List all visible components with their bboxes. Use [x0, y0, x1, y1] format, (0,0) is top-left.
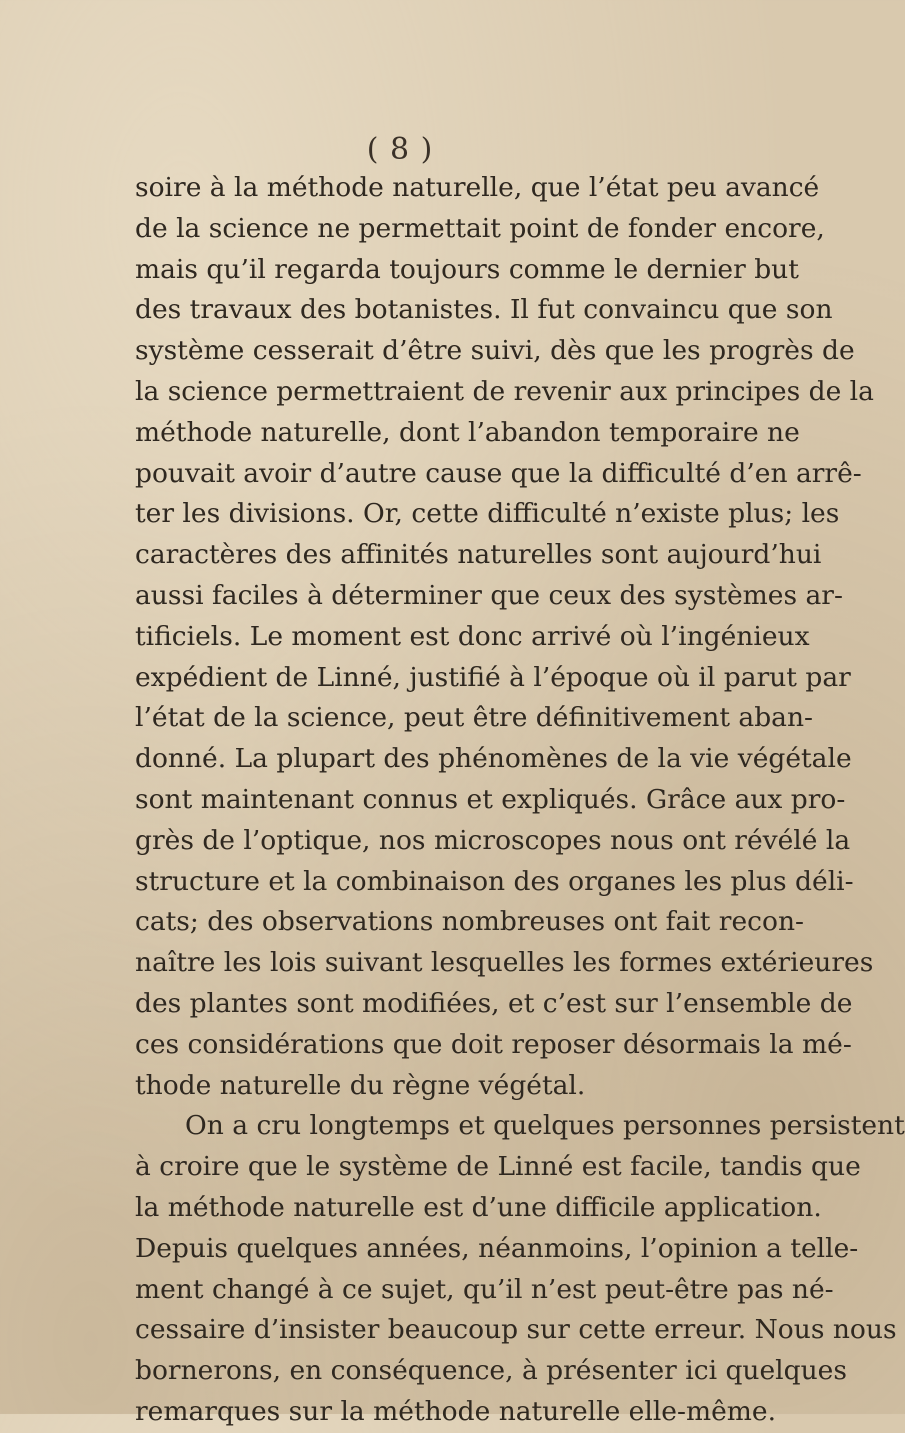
text-line: pouvait avoir d’autre cause que la difficulté d’en arrê-	[135, 457, 862, 489]
text-line: ter les divisions. Or, cette difficulté n’existe plus; les	[135, 498, 840, 530]
text-line: la science permettraient de revenir aux principes de la	[135, 375, 874, 407]
text-line: grès de l’optique, nos microscopes nous ont révélé la	[135, 824, 851, 856]
body-text	[135, 168, 905, 1433]
page-number: ( 8 )	[366, 132, 434, 167]
text-line: remarques sur la méthode naturelle elle-même.	[135, 1395, 776, 1427]
text-line: tificiels. Le moment est donc arrivé où l’ingénieux	[135, 620, 810, 652]
text-line: à croire que le système de Linné est facile, tandis que	[135, 1151, 861, 1183]
text-line: sont maintenant connus et expliqués. Grâce aux pro-	[135, 783, 846, 815]
text-line: naître les lois suivant lesquelles les formes extérieures	[135, 947, 874, 979]
text-line: aussi faciles à déterminer que ceux des systèmes ar-	[135, 579, 843, 611]
text-line: ment changé à ce sujet, qu’il n’est peut-être pas né-	[135, 1273, 834, 1305]
text-line: caractères des affinités naturelles sont aujourd’hui	[135, 539, 822, 571]
text-line: système cesserait d’être suivi, dès que les progrès de	[135, 335, 855, 367]
text-line: bornerons, en conséquence, à présenter ici quelques	[135, 1355, 847, 1387]
text-line: Depuis quelques années, néanmoins, l’opinion a telle-	[135, 1232, 859, 1264]
text-line: la méthode naturelle est d’une difficile application.	[135, 1191, 822, 1223]
text-line: méthode naturelle, dont l’abandon temporaire ne	[135, 416, 800, 448]
text-line: expédient de Linné, justifié à l’époque où il parut par	[135, 661, 851, 693]
text-line: des travaux des botanistes. Il fut convaincu que son	[135, 294, 833, 326]
text-line: l’état de la science, peut être définitivement aban-	[135, 702, 813, 734]
text-line: soire à la méthode naturelle, que l’état peu avancé	[135, 172, 820, 203]
text-line: mais qu’il regarda toujours comme le dernier but	[135, 253, 799, 285]
text-line: cessaire d’insister beaucoup sur cette erreur. Nous nous	[135, 1314, 897, 1346]
text-line: On a cru longtemps et quelques personnes persistent	[185, 1110, 905, 1142]
text-line: donné. La plupart des phénomènes de la vie végétale	[135, 743, 852, 775]
text-line: des plantes sont modifiées, et c’est sur l’ensemble de	[135, 987, 853, 1019]
text-line: thode naturelle du règne végétal.	[135, 1069, 586, 1101]
text-line: ces considérations que doit reposer désormais la mé-	[135, 1028, 852, 1060]
text-line: de la science ne permettait point de fonder encore,	[135, 212, 825, 244]
text-line: structure et la combinaison des organes les plus déli-	[135, 865, 854, 897]
text-line: cats; des observations nombreuses ont fait recon-	[135, 906, 804, 938]
paragraph-1	[135, 168, 874, 1106]
paragraph-2	[135, 1106, 905, 1432]
